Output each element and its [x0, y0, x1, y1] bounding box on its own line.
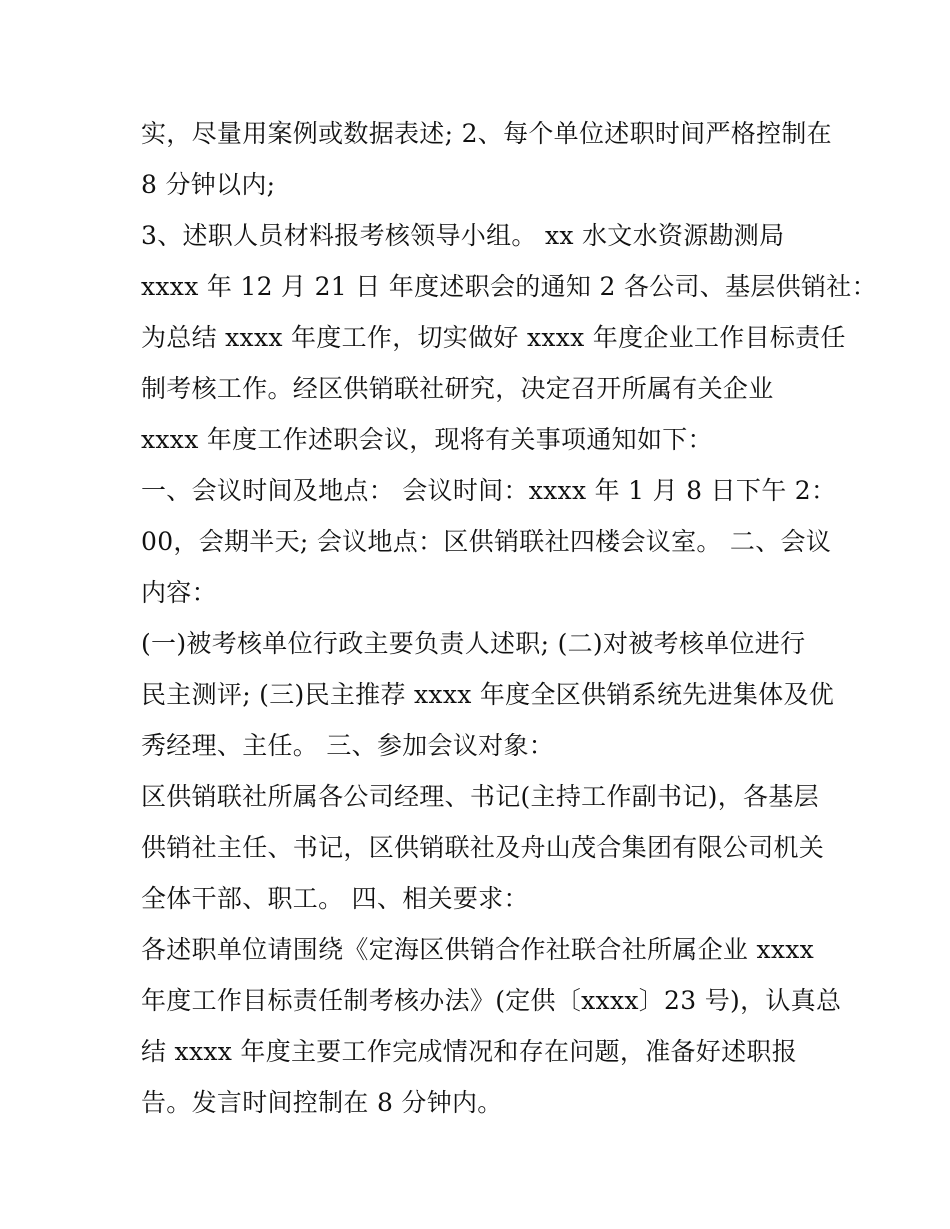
text-line: 一、会议时间及地点： 会议时间：xxxx 年 1 月 8 日下午 2：: [141, 476, 837, 505]
text-line: 制考核工作。经区供销联社研究，决定召开所属有关企业: [141, 374, 774, 403]
text-line: 00，会期半天; 会议地点：区供销联社四楼会议室。 二、会议: [141, 527, 832, 556]
document-body: [141, 108, 877, 1128]
text-line: 内容：: [141, 578, 217, 607]
text-line: xxxx 年 12 月 21 日 年度述职会的通知 2 各公司、基层供销社：: [141, 272, 877, 301]
text-line: 结 xxxx 年度主要工作完成情况和存在问题，准备好述职报: [141, 1037, 797, 1066]
text-line: xxxx 年度工作述职会议，现将有关事项通知如下：: [141, 425, 713, 454]
text-line: 秀经理、主任。 三、参加会议对象：: [141, 731, 555, 760]
text-line: 各述职单位请围绕《定海区供销合作社联合社所属企业 xxxx: [141, 935, 815, 964]
text-line: 供销社主任、书记，区供销联社及舟山茂合集团有限公司机关: [141, 833, 825, 862]
text-line: 年度工作目标责任制考核办法》(定供〔xxxx〕23 号)，认真总: [141, 986, 842, 1015]
text-line: 8 分钟以内;: [141, 170, 276, 199]
text-line: 为总结 xxxx 年度工作，切实做好 xxxx 年度企业工作目标责任: [141, 323, 846, 352]
text-line: (一)被考核单位行政主要负责人述职; (二)对被考核单位进行: [141, 629, 806, 658]
text-line: 实，尽量用案例或数据表述; 2、每个单位述职时间严格控制在: [141, 119, 832, 148]
text-line: 3、述职人员材料报考核领导小组。 xx 水文水资源勘测局: [141, 221, 785, 250]
text-line: 全体干部、职工。 四、相关要求：: [141, 884, 529, 913]
text-line: 区供销联社所属各公司经理、书记(主持工作副书记)，各基层: [141, 782, 819, 811]
text-line: 民主测评; (三)民主推荐 xxxx 年度全区供销系统先进集体及优: [141, 680, 835, 709]
text-line: 告。发言时间控制在 8 分钟内。: [141, 1088, 503, 1117]
